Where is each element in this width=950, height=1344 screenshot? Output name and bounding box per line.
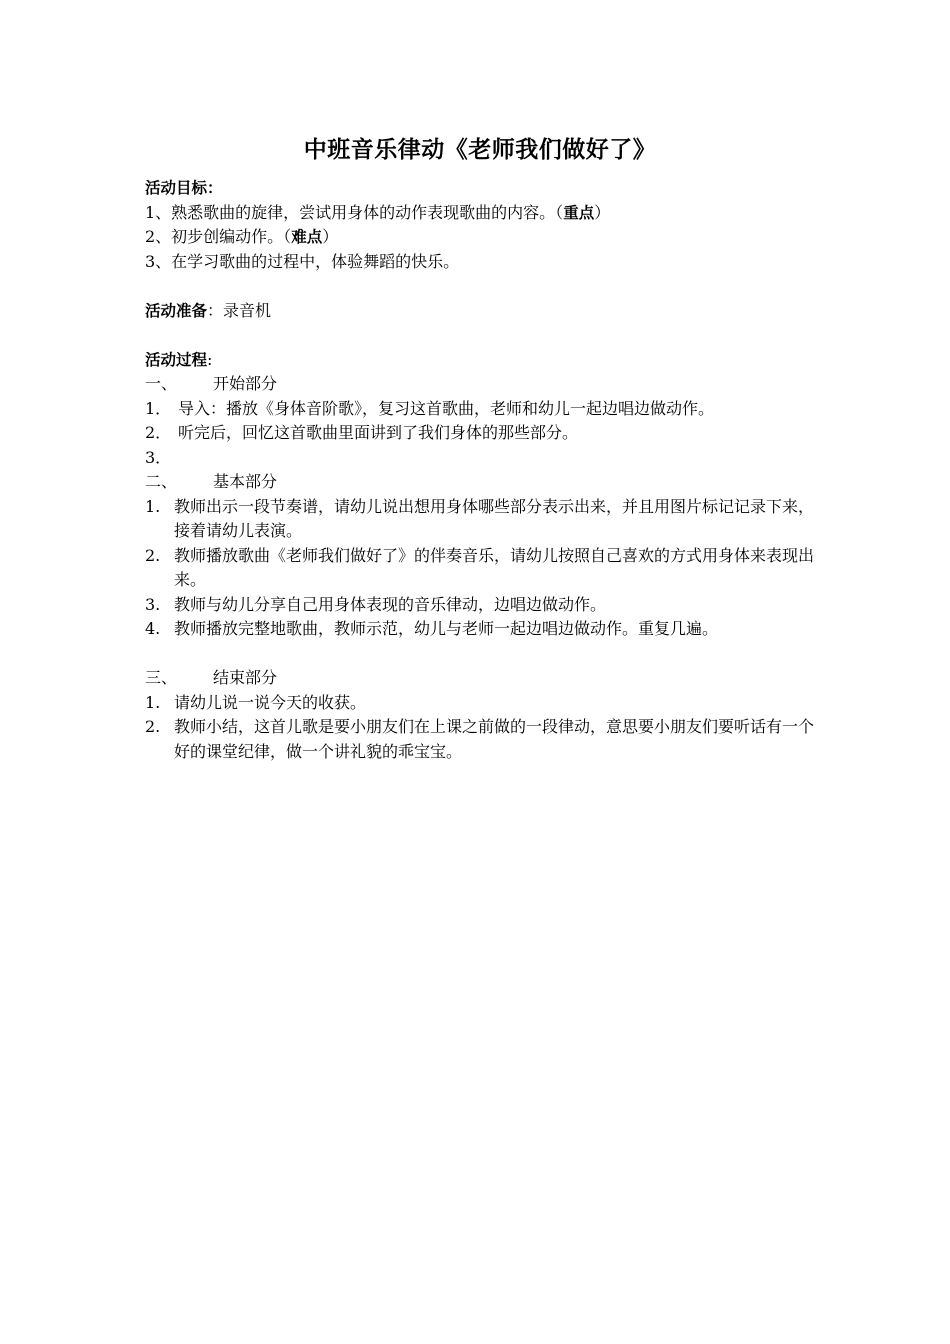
list-item: 1. 请幼儿说一说今天的收获。 [145, 692, 367, 712]
section-heading: 二、 基本部分 [145, 472, 278, 491]
document-body [145, 133, 815, 764]
process-heading-line: 活动过程: [145, 349, 213, 369]
list-item: 1． 导入：播放《身体音阶歌》，复习这首歌曲，老师和幼儿一起边唱边做动作。 [145, 398, 715, 418]
goal-item: 2、初步创编动作。（难点） [145, 227, 339, 246]
process-heading: 活动过程 [145, 350, 208, 369]
section-heading: 一、 开始部分 [145, 374, 278, 393]
list-item: 3． [145, 447, 172, 467]
list-item: 3. 教师与幼儿分享自己用身体表现的音乐律动，边唱边做动作。 [145, 594, 607, 614]
prep-heading: 活动准备 [145, 301, 208, 320]
document-title: 中班音乐律动《老师我们做好了》 [303, 137, 657, 163]
list-item: 2. 教师播放歌曲《老师我们做好了》的伴奏音乐，请幼儿按照自己喜欢的方式用身体来表现出来。 [145, 545, 815, 589]
prep-line: 活动准备：录音机 [145, 300, 272, 320]
prep-text: 录音机 [223, 300, 272, 320]
goals-heading: 活动目标： [145, 179, 223, 197]
list-item: 4. 教师播放完整地歌曲，教师示范，幼儿与老师一起边唱边做动作。重复几遍。 [145, 619, 719, 638]
section-heading: 三、 结束部分 [145, 668, 278, 687]
goal-item: 3、在学习歌曲的过程中，体验舞蹈的快乐。 [145, 251, 460, 271]
goal-item: 1、熟悉歌曲的旋律，尝试用身体的动作表现歌曲的内容。（重点） [145, 202, 611, 222]
list-item: 2． 听完后，回忆这首歌曲里面讲到了我们身体的那些部分。 [145, 423, 579, 442]
list-item: 1. 教师出示一段节奏谱，请幼儿说出想用身体哪些部分表示出来，并且用图片标记记录下来，接着请幼儿表演。 [145, 496, 815, 540]
list-item: 2. 教师小结，这首儿歌是要小朋友们在上课之前做的一段律动，意思要小朋友们要听话有一个好的课堂纪律，做一个讲礼貌的乖宝宝。 [145, 717, 815, 761]
